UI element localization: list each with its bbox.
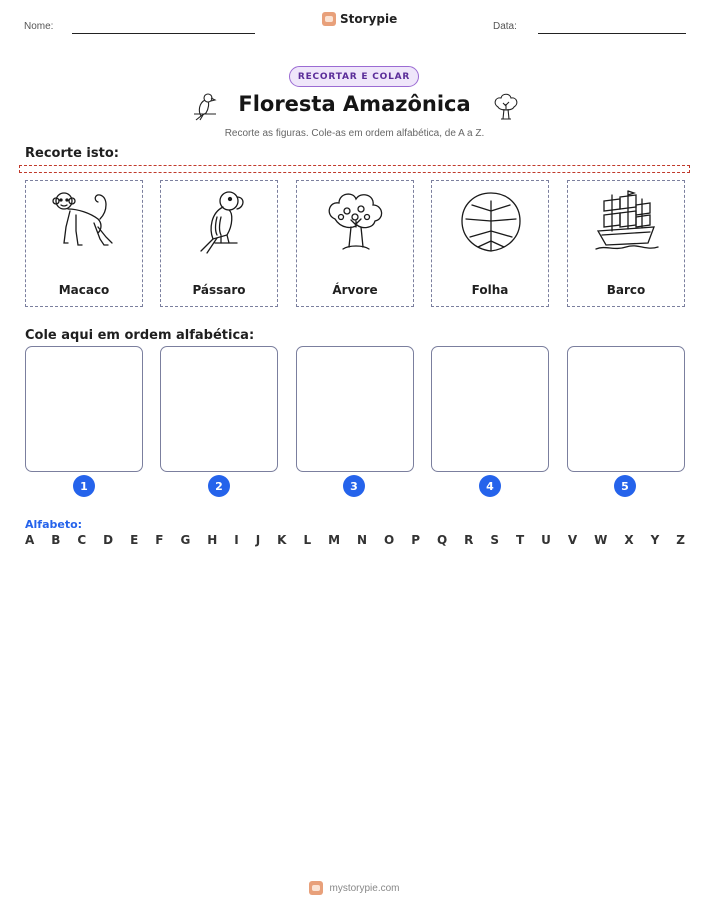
slot-number-2: 2 bbox=[208, 475, 230, 497]
alphabet-letter: S bbox=[490, 533, 499, 547]
alphabet-letter: O bbox=[384, 533, 395, 547]
cut-card-folha[interactable] bbox=[431, 180, 549, 307]
tree-decoration-icon bbox=[492, 92, 520, 126]
paste-slot-1[interactable] bbox=[25, 346, 143, 472]
paste-heading: Cole aqui em ordem alfabética: bbox=[25, 328, 255, 343]
cut-card-passaro[interactable] bbox=[160, 180, 278, 307]
card-label-barco: Barco bbox=[606, 283, 646, 297]
card-label-folha: Folha bbox=[471, 283, 509, 297]
paste-slot-2[interactable] bbox=[160, 346, 278, 472]
alphabet-letter: N bbox=[357, 533, 368, 547]
name-line[interactable] bbox=[72, 33, 255, 34]
alphabet-letter: T bbox=[515, 533, 525, 547]
alphabet-letter: L bbox=[303, 533, 312, 547]
alphabet-label: Alfabeto: bbox=[25, 518, 83, 531]
name-label: Nome: bbox=[24, 21, 54, 32]
alphabet-letter: Z bbox=[676, 533, 685, 547]
alphabet-letter: R bbox=[464, 533, 474, 547]
alphabet-letter: K bbox=[277, 533, 287, 547]
alphabet-letter: D bbox=[103, 533, 114, 547]
page-title: Floresta Amazônica bbox=[238, 92, 471, 116]
alphabet-letter: G bbox=[180, 533, 191, 547]
alphabet-letter: H bbox=[207, 533, 218, 547]
alphabet-letter: Q bbox=[436, 533, 448, 547]
card-label-passaro: Pássaro bbox=[192, 283, 246, 297]
instructions: Recorte as figuras. Cole-as em ordem alfabética, de A a Z. bbox=[224, 128, 485, 139]
alphabet-letter: E bbox=[130, 533, 139, 547]
date-line[interactable] bbox=[538, 33, 686, 34]
footer-url: mystorypie.com bbox=[329, 882, 400, 894]
alphabet-letter: X bbox=[624, 533, 634, 547]
slot-number-3: 3 bbox=[343, 475, 365, 497]
alphabet-row bbox=[25, 533, 685, 547]
paste-slot-4[interactable] bbox=[431, 346, 549, 472]
activity-badge: RECORTAR E COLAR bbox=[289, 66, 419, 87]
paste-slot-5[interactable] bbox=[567, 346, 685, 472]
cut-card-macaco[interactable] bbox=[25, 180, 143, 307]
parrot-icon bbox=[185, 187, 255, 257]
monkey-icon bbox=[50, 187, 120, 257]
ship-icon bbox=[592, 187, 662, 257]
slot-number-1: 1 bbox=[73, 475, 95, 497]
cut-card-arvore[interactable] bbox=[296, 180, 414, 307]
alphabet-letter: Y bbox=[650, 533, 660, 547]
alphabet-letter: I bbox=[234, 533, 239, 547]
paste-slot-3[interactable] bbox=[296, 346, 414, 472]
footer bbox=[0, 881, 709, 895]
card-label-macaco: Macaco bbox=[58, 283, 110, 297]
alphabet-letter: J bbox=[255, 533, 261, 547]
alphabet-letter: W bbox=[594, 533, 608, 547]
alphabet-letter: A bbox=[25, 533, 35, 547]
slot-number-4: 4 bbox=[479, 475, 501, 497]
alphabet-letter: B bbox=[51, 533, 61, 547]
alphabet-letter: P bbox=[411, 533, 420, 547]
cut-heading: Recorte isto: bbox=[25, 146, 119, 161]
date-label: Data: bbox=[493, 21, 517, 32]
brand bbox=[322, 12, 397, 26]
storypie-logo-icon bbox=[322, 12, 336, 26]
alphabet-letter: C bbox=[77, 533, 87, 547]
alphabet-letter: V bbox=[567, 533, 578, 547]
slot-number-5: 5 bbox=[614, 475, 636, 497]
leaf-icon bbox=[456, 187, 526, 257]
tree-icon bbox=[321, 187, 391, 257]
storypie-footer-logo-icon bbox=[309, 881, 323, 895]
cut-line bbox=[19, 165, 690, 173]
cut-card-barco[interactable] bbox=[567, 180, 685, 307]
alphabet-letter: M bbox=[328, 533, 341, 547]
brand-text: Storypie bbox=[340, 12, 398, 26]
alphabet-letter: F bbox=[155, 533, 164, 547]
card-label-arvore: Árvore bbox=[332, 283, 378, 297]
alphabet-letter: U bbox=[541, 533, 551, 547]
